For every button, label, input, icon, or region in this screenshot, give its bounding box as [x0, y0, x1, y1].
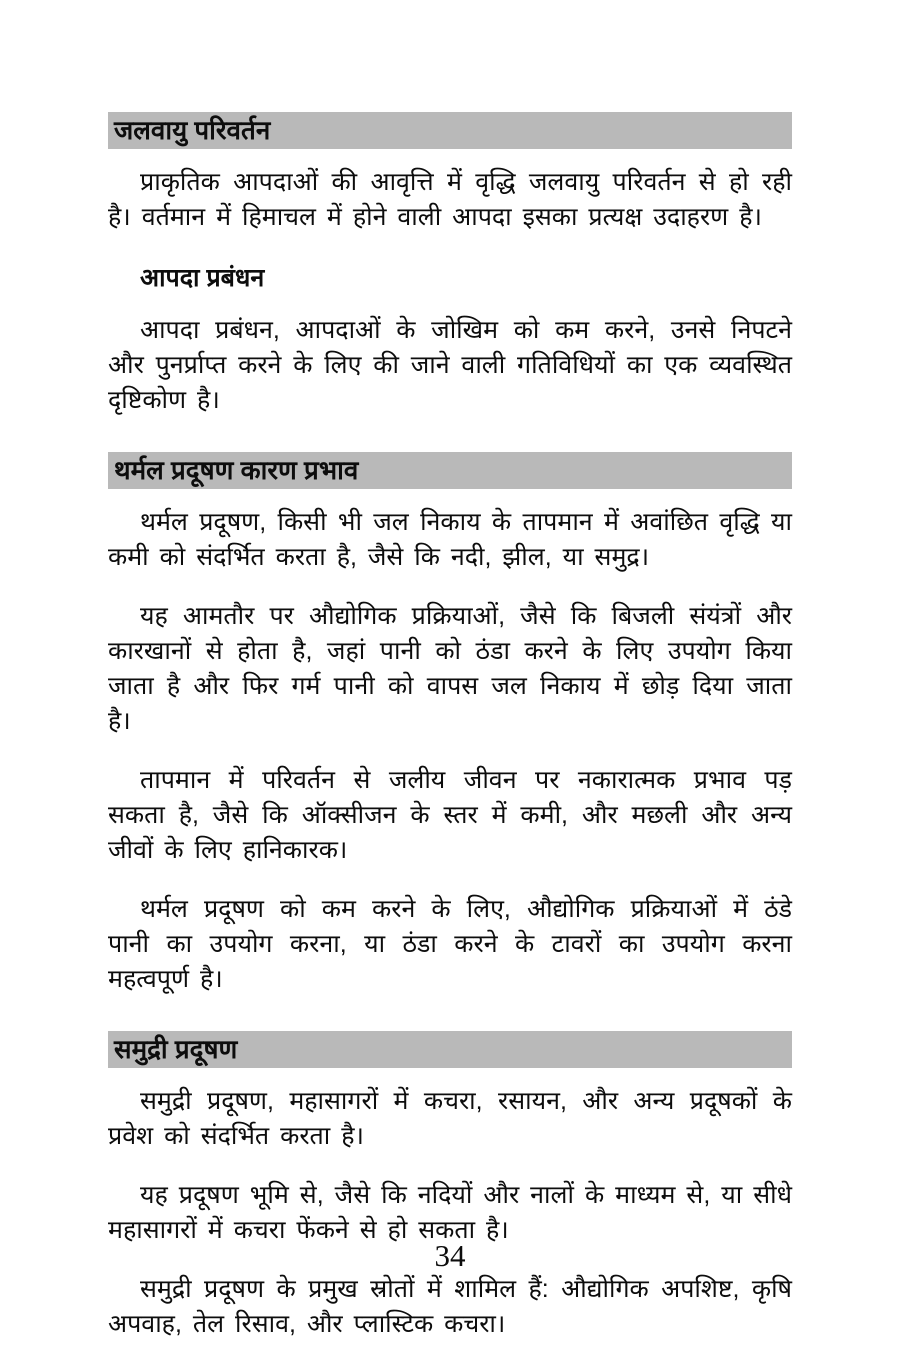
paragraph-disaster-1: आपदा प्रबंधन, आपदाओं के जोखिम को कम करने, उनसे निपटने और पुनर्प्राप्त करने के लिए की जाने वाली गतिविधियों का एक व्यवस्थित दृष्टिकोण है। [108, 316, 792, 414]
paragraph-climate-1: प्राकृतिक आपदाओं की आवृत्ति में वृद्धि जलवायु परिवर्तन से हो रही है। वर्तमान में हिमाचल में होने वाली आपदा इसका प्रत्यक्ष उदाहरण है। [108, 168, 792, 231]
section-heading-thermal-pollution: थर्मल प्रदूषण कारण प्रभाव [108, 452, 792, 489]
section-heading-climate-change: जलवायु परिवर्तन [108, 112, 792, 149]
paragraph-thermal-4: थर्मल प्रदूषण को कम करने के लिए, औद्योगिक प्रक्रियाओं में ठंडे पानी का उपयोग करना, या ठंडा करने के टावरों का उपयोग करना महत्वपूर्ण है। [108, 895, 792, 993]
paragraph-marine-1: समुद्री प्रदूषण, महासागरों में कचरा, रसायन, और अन्य प्रदूषकों के प्रवेश को संदर्भित करता है। [108, 1087, 792, 1150]
page-number: 34 [434, 1238, 466, 1273]
page-content [108, 112, 792, 1352]
paragraph-marine-3: समुद्री प्रदूषण के प्रमुख स्रोतों में शामिल हैं: औद्योगिक अपशिष्ट, कृषि अपवाह, तेल रिसाव, और प्लास्टिक कचरा। [108, 1275, 792, 1338]
paragraph-thermal-3: तापमान में परिवर्तन से जलीय जीवन पर नकारात्मक प्रभाव पड़ सकता है, जैसे कि ऑक्सीजन के स्तर में कमी, और मछली और अन्य जीवों के लिए हानिकारक। [108, 766, 792, 864]
paragraph-marine-2: यह प्रदूषण भूमि से, जैसे कि नदियों और नालों के माध्यम से, या सीधे महासागरों में कचरा फेंकने से हो सकता है। [108, 1181, 792, 1244]
section-heading-marine-pollution: समुद्री प्रदूषण [108, 1031, 792, 1068]
subsection-heading-disaster-management: आपदा प्रबंधन [140, 264, 265, 292]
paragraph-thermal-2: यह आमतौर पर औद्योगिक प्रक्रियाओं, जैसे कि बिजली संयंत्रों और कारखानों से होता है, जहां पानी को ठंडा करने के लिए उपयोग किया जाता है और फिर गर्म पानी को वापस जल निकाय में छोड़ दिया जाता है। [108, 602, 792, 735]
paragraph-thermal-1: थर्मल प्रदूषण, किसी भी जल निकाय के तापमान में अवांछित वृद्धि या कमी को संदर्भित करता है, जैसे कि नदी, झील, या समुद्र। [108, 508, 792, 571]
